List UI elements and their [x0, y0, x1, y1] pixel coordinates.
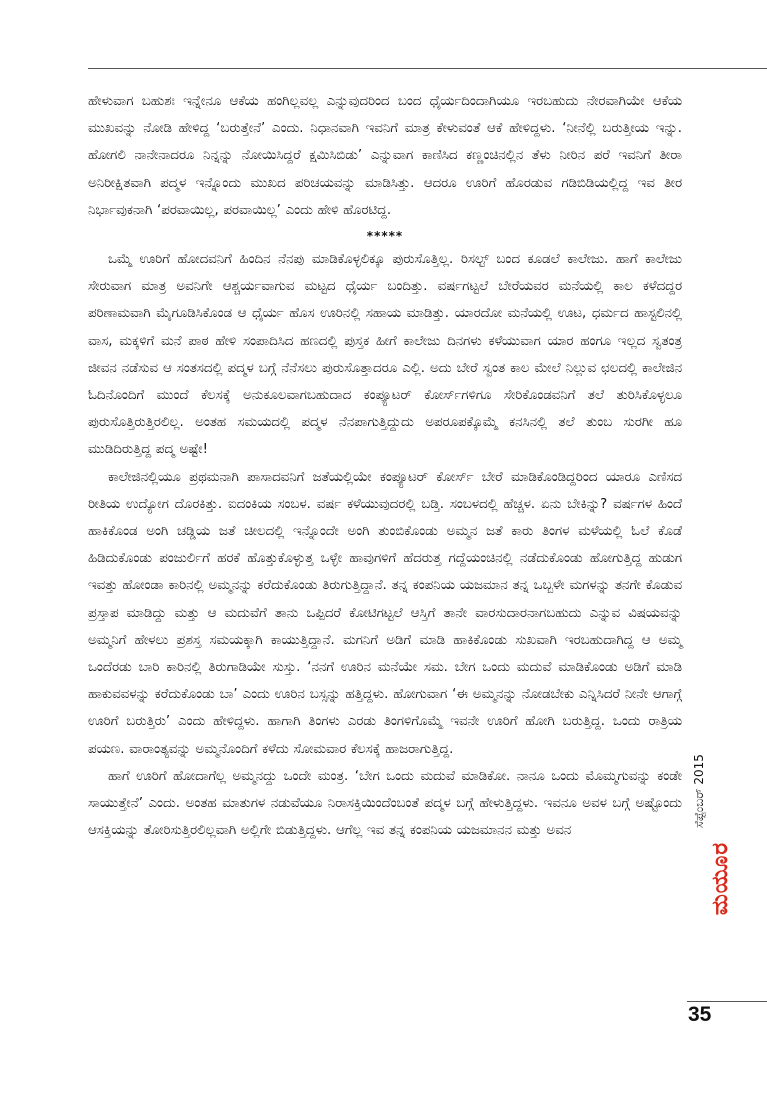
paragraph-1: ಹೇಳುವಾಗ ಬಹುಶಃ ಇನ್ನೇನೂ ಆಕೆಯ ಹಂಗಿಲ್ಲವಲ್ಲ ಎನ್ನುವುದರಿಂದ ಬಂದ ಧೈರ್ಯದಿಂದಾಗಿಯೂ ಇರಬಹುದು ನೇರವಾಗಿಯೇ ಆಕೆಯ ಮುಖವನ್ನು ನೋಡಿ ಹೇಳಿದ್ದ ‘ಬರುತ್ತೇನೆ’ ಎಂದು. ನಿಧಾನವಾಗಿ ಇವನಿಗೆ ಮಾತ್ರ ಕೇಳುವಂತೆ ಆಕೆ ಹೇಳಿದ್ದಳು. ‘ನೀನೆಲ್ಲಿ ಬರುತ್ತೀಯ ಇನ್ನು. ಹೋಗಲಿ ನಾನೇನಾದರೂ ನಿನ್ನನ್ನು ನೋಯಿಸಿದ್ದರೆ ಕ್ಷಮಿಸಿಬಿಡು’ ಎನ್ನುವಾಗ ಕಾಣಿಸಿದ ಕಣ್ಣಂಚಿನಲ್ಲಿನ ತೆಳು ನೀರಿನ ಪರೆ ಇವನಿಗೆ ತೀರಾ ಅನಿರೀಕ್ಷಿತವಾಗಿ ಪದ್ಮಳ ಇನ್ನೊಂದು ಮುಖದ ಪರಿಚಯವನ್ನು ಮಾಡಿಸಿತ್ತು. ಆದರೂ ಊರಿಗೆ ಹೊರಡುವ ಗಡಿಬಿಡಿಯಲ್ಲಿದ್ದ ಇವ ತೀರ ನಿರ್ಭಾವುಕನಾಗಿ ‘ಪರವಾಯಿಲ್ಲ, ಪರವಾಯಿಲ್ಲ’ ಎಂದು ಹೇಳಿ ಹೊರಟಿದ್ದ. — [88, 94, 682, 218]
magazine-logo: ಮಯೂರ — [708, 842, 733, 916]
sidebar-branding — [690, 700, 734, 960]
paragraph-3: ಕಾಲೇಜಿನಲ್ಲಿಯೂ ಪ್ರಥಮನಾಗಿ ಪಾಸಾದವನಿಗೆ ಜತೆಯಲ್ಲಿಯೇ ಕಂಪ್ಯೂಟರ್ ಕೋರ್ಸ್ ಬೇರೆ ಮಾಡಿಕೊಂಡಿದ್ದರಿಂದ ಯಾರೂ ಎಣಿಸದ ರೀತಿಯ ಉದ್ಯೋಗ ದೊರಕಿತ್ತು. ಐದಂಕಿಯ ಸಂಬಳ. ವರ್ಷ ಕಳೆಯುವುದರಲ್ಲಿ ಬಡ್ತಿ. ಸಂಬಳದಲ್ಲಿ ಹೆಚ್ಚಳ. ಏನು ಬೇಕಿನ್ನು? ವರ್ಷಗಳ ಹಿಂದೆ ಹಾಕಿಕೊಂಡ ಅಂಗಿ ಚಡ್ಡಿಯ ಜತೆ ಚೀಲದಲ್ಲಿ ಇನ್ನೊಂದೇ ಅಂಗಿ ತುಂಬಿಕೊಂಡು ಅಮ್ಮನ ಜತೆ ಕಾರು ತಿಂಗಳ ಮಳೆಯಲ್ಲಿ ಓಲೆ ಕೊಡೆ ಹಿಡಿದುಕೊಂಡು ಪಂಜುರ್ಲಿಗೆ ಹರಕೆ ಹೊತ್ತುಕೊಳ್ಳುತ್ತ ಒಳ್ಳೇ ಹಾವುಗಳಿಗೆ ಹೆದರುತ್ತ ಗದ್ದೆಯಂಚಿನಲ್ಲಿ ನಡೆದುಕೊಂಡು ಹೋಗುತ್ತಿದ್ದ ಹುಡುಗ ಇವತ್ತು ಹೋಂಡಾ ಕಾರಿನಲ್ಲಿ ಅಮ್ಮನನ್ನು ಕರೆದುಕೊಂಡು ತಿರುಗುತ್ತಿದ್ದಾನೆ. ತನ್ನ ಕಂಪನಿಯ ಯಜಮಾನ ತನ್ನ ಒಬ್ಬಳೇ ಮಗಳನ್ನು ತನಗೇ ಕೊಡುವ ಪ್ರಸ್ತಾಪ ಮಾಡಿದ್ದು ಮತ್ತು ಆ ಮದುವೆಗೆ ತಾನು ಒಪ್ಪಿದರೆ ಕೋಟಿಗಟ್ಟಲೆ ಆಸ್ತಿಗೆ ತಾನೇ ವಾರಸುದಾರನಾಗಬಹುದು ಎನ್ನುವ ವಿಷಯವನ್ನು ಅಮ್ಮನಿಗೆ ಹೇಳಲು ಪ್ರಶಸ್ತ ಸಮಯಕ್ಕಾಗಿ ಕಾಯುತ್ತಿದ್ದಾನೆ. ಮಗನಿಗೆ ಅಡಿಗೆ ಮಾಡಿ ಹಾಕಿಕೊಂಡು ಸುಖವಾಗಿ ಇರಬಹುದಾಗಿದ್ದ ಆ ಅಮ್ಮ ಒಂದೆರಡು ಬಾರಿ ಕಾರಿನಲ್ಲಿ ತಿರುಗಾಡಿಯೇ ಸುಸ್ತು. ‘ನನಗೆ ಊರಿನ ಮನೆಯೇ ಸಮ. ಬೇಗ ಒಂದು ಮದುವೆ ಮಾಡಿಕೊಂಡು ಅಡಿಗೆ ಮಾಡಿ ಹಾಕುವವಳನ್ನು ಕರೆದುಕೊಂಡು ಬಾ’ ಎಂದು ಊರಿನ ಬಸ್ಸನ್ನು ಹತ್ತಿದ್ದಳು. ಹೋಗುವಾಗ ‘ಈ ಅಮ್ಮನನ್ನು ನೋಡಬೇಕು ಎನ್ನಿಸಿದರೆ ನೀನೇ ಆಗಾಗ್ಗೆ ಊರಿಗೆ ಬರುತ್ತಿರು’ ಎಂದು ಹೇಳಿದ್ದಳು. ಹಾಗಾಗಿ ತಿಂಗಳು ಎರಡು ತಿಂಗಳಿಗೊಮ್ಮೆ ಇವನೇ ಊರಿಗೆ ಹೋಗಿ ಬರುತ್ತಿದ್ದ. ಒಂದು ರಾತ್ರಿಯ ಪಯಣ. ವಾರಾಂತ್ಯವನ್ನು ಅಮ್ಮನೊಂದಿಗೆ ಕಳೆದು ಸೋಮವಾರ ಕೆಲಸಕ್ಕೆ ಹಾಜರಾಗುತ್ತಿದ್ದ. — [88, 469, 682, 757]
page-number: 35 — [688, 1003, 712, 1026]
paragraph-2: ಒಮ್ಮೆ ಊರಿಗೆ ಹೋದವನಿಗೆ ಹಿಂದಿನ ನೆನಪು ಮಾಡಿಕೊಳ್ಳಲಿಕ್ಕೂ ಪುರುಸೊತ್ತಿಲ್ಲ. ರಿಸಲ್ಟ್ ಬಂದ ಕೂಡಲೆ ಕಾಲೇಜು. ಹಾಗೆ ಕಾಲೇಜು ಸೇರುವಾಗ ಮಾತ್ರ ಅವನಿಗೇ ಆಶ್ಚರ್ಯವಾಗುವ ಮಟ್ಟದ ಧೈರ್ಯ ಬಂದಿತ್ತು. ವರ್ಷಗಟ್ಟಲೆ ಬೇರೆಯವರ ಮನೆಯಲ್ಲಿ ಕಾಲ ಕಳೆದದ್ದರ ಪರಿಣಾಮವಾಗಿ ಮೈಗೂಡಿಸಿಕೊಂಡ ಆ ಧೈರ್ಯ ಹೊಸ ಊರಿನಲ್ಲಿ ಸಹಾಯ ಮಾಡಿತ್ತು. ಯಾರದೋ ಮನೆಯಲ್ಲಿ ಊಟ, ಧರ್ಮದ ಹಾಸ್ಟಲಿನಲ್ಲಿ ವಾಸ, ಮಕ್ಕಳಿಗೆ ಮನೆ ಪಾಠ ಹೇಳಿ ಸಂಪಾದಿಸಿದ ಹಣದಲ್ಲಿ ಪುಸ್ತಕ ಹೀಗೆ ಕಾಲೇಜು ದಿನಗಳು ಕಳೆಯುವಾಗ ಯಾರ ಹಂಗೂ ಇಲ್ಲದ ಸ್ವತಂತ್ರ ಜೀವನ ನಡೆಸುವ ಆ ಸಂತಸದಲ್ಲಿ ಪದ್ಮಳ ಬಗ್ಗೆ ನೆನೆಸಲು ಪುರುಸೊತ್ತಾದರೂ ಎಲ್ಲಿ. ಅದು ಬೇರೆ ಸ್ವಂತ ಕಾಲ ಮೇಲೆ ನಿಲ್ಲುವ ಛಲದಲ್ಲಿ ಕಾಲೇಜಿನ ಓದಿನೊಂದಿಗೆ ಮುಂದೆ ಕೆಲಸಕ್ಕೆ ಅನುಕೂಲವಾಗಬಹುದಾದ ಕಂಪ್ಯೂಟರ್ ಕೋರ್ಸ್‌ಗಳಿಗೂ ಸೇರಿಕೊಂಡವನಿಗೆ ತಲೆ ತುರಿಸಿಕೊಳ್ಳಲೂ ಪುರುಸೊತ್ತಿರುತ್ತಿರಲಿಲ್ಲ. ಅಂತಹ ಸಮಯದಲ್ಲಿ ಪದ್ಮಳ ನೆನಪಾಗುತ್ತಿದ್ದುದು ಅಪರೂಪಕ್ಕೊಮ್ಮೆ ಕನಸಿನಲ್ಲಿ ತಲೆ ತುಂಬ ಸುರಗೀ ಹೂ ಮುಡಿದಿರುತ್ತಿದ್ದ ಪದ್ಮ ಅಷ್ಟೇ! — [88, 252, 682, 458]
article-body — [88, 88, 682, 844]
footer-rule — [687, 1001, 767, 1002]
paragraph-4: ಹಾಗೆ ಊರಿಗೆ ಹೋದಾಗೆಲ್ಲ ಅಮ್ಮನದ್ದು ಒಂದೇ ಮಂತ್ರ. ‘ಬೇಗ ಒಂದು ಮದುವೆ ಮಾಡಿಕೋ. ನಾನೂ ಒಂದು ಮೊಮ್ಮಗುವನ್ನು ಕಂಡೇ ಸಾಯುತ್ತೇನೆ’ ಎಂದು. ಅಂತಹ ಮಾತುಗಳ ನಡುವೆಯೂ ನಿರಾಸಕ್ತಿಯಿಂದೆಂಬಂತೆ ಪದ್ಮಳ ಬಗ್ಗೆ ಹೇಳುತ್ತಿದ್ದಳು. ಇವನೂ ಅವಳ ಬಗ್ಗೆ ಅಷ್ಟೊಂದು ಆಸಕ್ತಿಯನ್ನು ತೋರಿಸುತ್ತಿರಲಿಲ್ಲವಾಗಿ ಅಲ್ಲಿಗೇ ಬಿಡುತ್ತಿದ್ದಳು. ಆಗೆಲ್ಲ ಇವ ತನ್ನ ಕಂಪನಿಯ ಯಜಮಾನನ ಮತ್ತು ಅವನ — [88, 768, 682, 839]
section-separator: ***** — [366, 229, 404, 244]
issue-date: ಸೆಪ್ಟೆಂಬರ್ 2015 — [692, 754, 706, 828]
top-rule — [88, 68, 767, 69]
